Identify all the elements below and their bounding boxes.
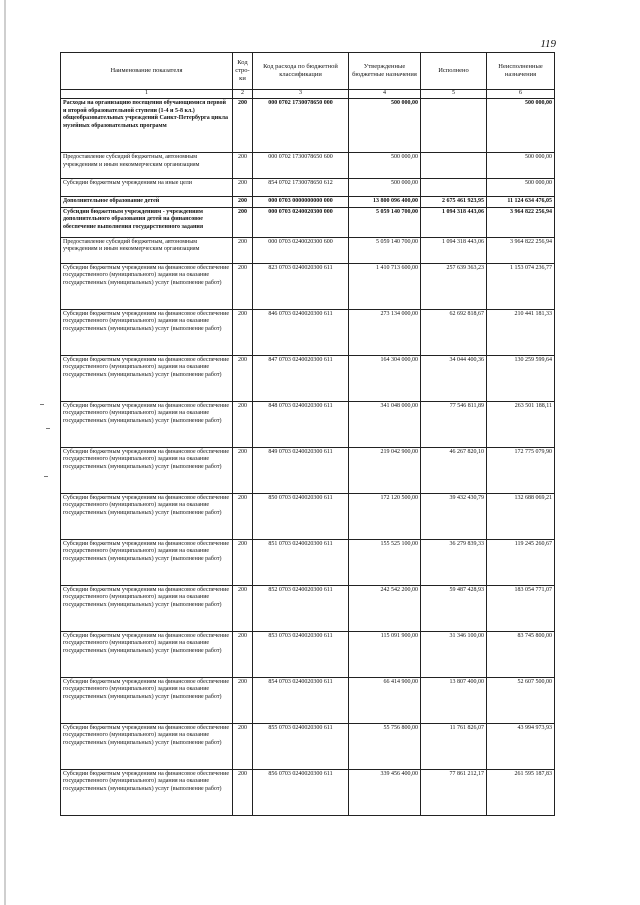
row-code: 200 <box>233 153 253 179</box>
row-name: Предоставление субсидий бюджетным, автономным учреждениям и иным некоммерческим организациям <box>61 153 233 179</box>
row-approved: 500 000,00 <box>349 179 421 197</box>
row-name: Субсидии бюджетным учреждениям на финансовое обеспечение государственного (муниципального) задания на оказание государственных (муниципальных) услуг (выполнение работ) <box>61 723 233 769</box>
scan-artifact <box>46 428 50 429</box>
row-code: 200 <box>233 769 253 815</box>
scan-left-edge <box>4 0 6 905</box>
header-row <box>61 53 555 90</box>
row-approved: 155 525 100,00 <box>349 539 421 585</box>
column-number: 1 <box>61 90 233 99</box>
row-approved: 5 059 140 700,00 <box>349 237 421 263</box>
row-code: 200 <box>233 99 253 153</box>
row-executed: 59 487 428,93 <box>421 585 487 631</box>
row-classification: 000 0702 1730078650 000 <box>253 99 349 153</box>
row-approved: 500 000,00 <box>349 99 421 153</box>
row-executed: 39 432 430,79 <box>421 493 487 539</box>
row-name: Субсидии бюджетным учреждениям на финансовое обеспечение государственного (муниципального) задания на оказание государственных (муниципальных) услуг (выполнение работ) <box>61 401 233 447</box>
budget-execution-table <box>60 52 555 816</box>
row-code: 200 <box>233 263 253 309</box>
table-row <box>61 539 555 585</box>
table-row <box>61 99 555 153</box>
scan-artifact <box>40 404 44 405</box>
row-unexecuted: 210 441 181,33 <box>487 309 555 355</box>
row-approved: 219 042 900,00 <box>349 447 421 493</box>
column-number: 2 <box>233 90 253 99</box>
row-classification: 000 0703 0240020300 600 <box>253 237 349 263</box>
row-unexecuted: 3 964 822 256,94 <box>487 207 555 237</box>
row-unexecuted: 52 607 500,00 <box>487 677 555 723</box>
row-executed: 11 761 826,07 <box>421 723 487 769</box>
row-classification: 848 0703 0240020300 611 <box>253 401 349 447</box>
table-row <box>61 197 555 208</box>
table-row <box>61 401 555 447</box>
header-name: Наименование показателя <box>61 53 233 90</box>
table-row <box>61 585 555 631</box>
row-code: 200 <box>233 585 253 631</box>
row-unexecuted: 1 153 074 236,77 <box>487 263 555 309</box>
table-row <box>61 677 555 723</box>
row-executed <box>421 99 487 153</box>
row-approved: 341 048 000,00 <box>349 401 421 447</box>
row-classification: 846 0703 0240020300 611 <box>253 309 349 355</box>
row-name: Субсидии бюджетным учреждениям на иные цели <box>61 179 233 197</box>
row-executed <box>421 179 487 197</box>
row-unexecuted: 3 964 822 256,94 <box>487 237 555 263</box>
row-unexecuted: 261 595 187,83 <box>487 769 555 815</box>
row-name: Субсидии бюджетным учреждениям на финансовое обеспечение государственного (муниципального) задания на оказание государственных (муниципальных) услуг (выполнение работ) <box>61 263 233 309</box>
row-name: Субсидии бюджетным учреждениям на финансовое обеспечение государственного (муниципального) задания на оказание государственных (муниципальных) услуг (выполнение работ) <box>61 493 233 539</box>
row-executed: 77 861 212,17 <box>421 769 487 815</box>
table-row <box>61 153 555 179</box>
row-name: Субсидии бюджетным учреждениям на финансовое обеспечение государственного (муниципального) задания на оказание государственных (муниципальных) услуг (выполнение работ) <box>61 631 233 677</box>
row-classification: 851 0703 0240020300 611 <box>253 539 349 585</box>
row-unexecuted: 500 000,00 <box>487 99 555 153</box>
row-approved: 5 059 140 700,00 <box>349 207 421 237</box>
row-executed: 1 094 318 443,06 <box>421 207 487 237</box>
row-executed: 46 267 820,10 <box>421 447 487 493</box>
row-classification: 000 0702 1730078650 600 <box>253 153 349 179</box>
row-approved: 500 000,00 <box>349 153 421 179</box>
table-row <box>61 493 555 539</box>
row-code: 200 <box>233 207 253 237</box>
row-unexecuted: 172 775 079,90 <box>487 447 555 493</box>
row-name: Дополнительное образование детей <box>61 197 233 208</box>
table-row <box>61 447 555 493</box>
row-name: Субсидии бюджетным учреждениям на финансовое обеспечение государственного (муниципального) задания на оказание государственных (муниципальных) услуг (выполнение работ) <box>61 309 233 355</box>
header-executed: Исполнено <box>421 53 487 90</box>
row-name: Субсидии бюджетным учреждениям на финансовое обеспечение государственного (муниципального) задания на оказание государственных (муниципальных) услуг (выполнение работ) <box>61 585 233 631</box>
row-executed: 77 546 811,89 <box>421 401 487 447</box>
column-number: 3 <box>253 90 349 99</box>
row-name: Предоставление субсидий бюджетным, автономным учреждениям и иным некоммерческим организациям <box>61 237 233 263</box>
header-unexecuted: Неисполненные назначения <box>487 53 555 90</box>
row-name: Субсидии бюджетным учреждениям на финансовое обеспечение государственного (муниципального) задания на оказание государственных (муниципальных) услуг (выполнение работ) <box>61 677 233 723</box>
row-executed: 36 279 839,33 <box>421 539 487 585</box>
row-classification: 854 0703 0240020300 611 <box>253 677 349 723</box>
row-classification: 823 0703 0240020300 611 <box>253 263 349 309</box>
row-code: 200 <box>233 355 253 401</box>
table-row <box>61 207 555 237</box>
row-classification: 856 0703 0240020300 611 <box>253 769 349 815</box>
row-approved: 339 456 400,00 <box>349 769 421 815</box>
page-number: 119 <box>540 38 556 50</box>
row-unexecuted: 132 688 069,21 <box>487 493 555 539</box>
row-code: 200 <box>233 237 253 263</box>
row-classification: 847 0703 0240020300 611 <box>253 355 349 401</box>
header-class-code: Код расхода по бюджетной классификации <box>253 53 349 90</box>
row-executed: 257 639 363,23 <box>421 263 487 309</box>
table-row <box>61 309 555 355</box>
row-unexecuted: 500 000,00 <box>487 179 555 197</box>
row-approved: 13 800 096 400,00 <box>349 197 421 208</box>
column-number: 5 <box>421 90 487 99</box>
table-row <box>61 263 555 309</box>
row-code: 200 <box>233 539 253 585</box>
row-approved: 273 134 000,00 <box>349 309 421 355</box>
row-code: 200 <box>233 401 253 447</box>
table-row <box>61 179 555 197</box>
row-code: 200 <box>233 677 253 723</box>
row-unexecuted: 11 124 634 476,05 <box>487 197 555 208</box>
row-code: 200 <box>233 447 253 493</box>
table-body <box>61 99 555 816</box>
row-classification: 855 0703 0240020300 611 <box>253 723 349 769</box>
row-approved: 115 091 900,00 <box>349 631 421 677</box>
row-unexecuted: 130 259 599,64 <box>487 355 555 401</box>
scan-artifact <box>44 476 48 477</box>
row-executed: 13 807 400,00 <box>421 677 487 723</box>
row-code: 200 <box>233 179 253 197</box>
row-name: Субсидии бюджетным учреждениям на финансовое обеспечение государственного (муниципального) задания на оказание государственных (муниципальных) услуг (выполнение работ) <box>61 355 233 401</box>
column-number-row <box>61 90 555 99</box>
row-classification: 853 0703 0240020300 611 <box>253 631 349 677</box>
table-row <box>61 723 555 769</box>
row-approved: 164 304 000,00 <box>349 355 421 401</box>
row-classification: 000 0703 0000000000 000 <box>253 197 349 208</box>
column-number: 6 <box>487 90 555 99</box>
row-name: Субсидии бюджетным учреждениям на финансовое обеспечение государственного (муниципального) задания на оказание государственных (муниципальных) услуг (выполнение работ) <box>61 539 233 585</box>
row-approved: 242 542 200,00 <box>349 585 421 631</box>
row-approved: 66 414 900,00 <box>349 677 421 723</box>
row-classification: 849 0703 0240020300 611 <box>253 447 349 493</box>
header-approved: Утвержденные бюджетные назначения <box>349 53 421 90</box>
column-number: 4 <box>349 90 421 99</box>
row-code: 200 <box>233 309 253 355</box>
header-row-code: Код стро-ки <box>233 53 253 90</box>
row-classification: 000 0703 0240020300 000 <box>253 207 349 237</box>
row-unexecuted: 119 245 260,67 <box>487 539 555 585</box>
row-executed: 34 044 400,36 <box>421 355 487 401</box>
row-unexecuted: 183 054 771,07 <box>487 585 555 631</box>
row-name: Субсидии бюджетным учреждениям на финансовое обеспечение государственного (муниципального) задания на оказание государственных (муниципальных) услуг (выполнение работ) <box>61 769 233 815</box>
row-executed: 62 692 818,67 <box>421 309 487 355</box>
row-name: Субсидии бюджетным учреждениям - учреждениям дополнительного образования детей на финансовое обеспечение выполнения государственного задания <box>61 207 233 237</box>
table-row <box>61 355 555 401</box>
row-executed: 1 094 318 443,06 <box>421 237 487 263</box>
row-classification: 854 0702 1730078650 612 <box>253 179 349 197</box>
row-unexecuted: 500 000,00 <box>487 153 555 179</box>
table-row <box>61 237 555 263</box>
row-classification: 852 0703 0240020300 611 <box>253 585 349 631</box>
row-code: 200 <box>233 493 253 539</box>
row-approved: 1 410 713 600,00 <box>349 263 421 309</box>
row-code: 200 <box>233 197 253 208</box>
row-executed: 31 346 100,00 <box>421 631 487 677</box>
row-code: 200 <box>233 631 253 677</box>
row-code: 200 <box>233 723 253 769</box>
row-name: Субсидии бюджетным учреждениям на финансовое обеспечение государственного (муниципального) задания на оказание государственных (муниципальных) услуг (выполнение работ) <box>61 447 233 493</box>
row-name: Расходы на организацию посещения обучающимися первой и второй образовательной ступени (1-4 и 5-8 кл.) общеобразовательных учреждений Санкт-Петербурга цикла музейных образовательных программ <box>61 99 233 153</box>
table-row <box>61 769 555 815</box>
row-executed: 2 675 461 923,95 <box>421 197 487 208</box>
row-unexecuted: 43 994 973,93 <box>487 723 555 769</box>
row-classification: 850 0703 0240020300 611 <box>253 493 349 539</box>
table-row <box>61 631 555 677</box>
row-executed <box>421 153 487 179</box>
row-unexecuted: 83 745 800,00 <box>487 631 555 677</box>
row-approved: 172 120 500,00 <box>349 493 421 539</box>
row-unexecuted: 263 501 188,11 <box>487 401 555 447</box>
row-approved: 55 756 800,00 <box>349 723 421 769</box>
